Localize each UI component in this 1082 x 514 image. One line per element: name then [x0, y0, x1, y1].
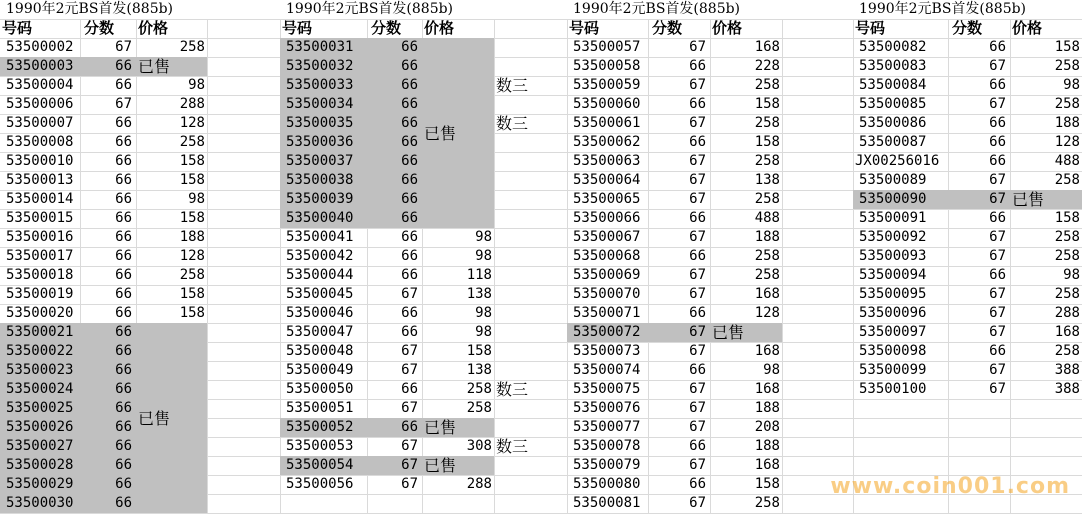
- price: 258: [1054, 248, 1080, 264]
- price: 98: [475, 324, 492, 340]
- serial-number: 53500056: [286, 476, 354, 492]
- grade-score: 66: [115, 419, 132, 435]
- serial-number: 53500031: [286, 39, 354, 55]
- grade-score: 67: [689, 324, 706, 340]
- price: 258: [1054, 96, 1080, 112]
- serial-number: 53500017: [6, 248, 74, 264]
- serial-number: 53500058: [573, 58, 641, 74]
- price: 98: [1063, 267, 1080, 283]
- serial-number: 53500066: [573, 210, 641, 226]
- price: 98: [188, 191, 205, 207]
- serial-number: 53500029: [6, 476, 74, 492]
- serial-number: 53500070: [573, 286, 641, 302]
- grade-score: 66: [989, 77, 1006, 93]
- serial-number: 53500028: [6, 457, 74, 473]
- grade-score: 66: [401, 115, 418, 131]
- price: 488: [754, 210, 780, 226]
- grade-score: 67: [689, 400, 706, 416]
- grade-score: 67: [115, 39, 132, 55]
- price: 188: [754, 438, 780, 454]
- price: 188: [1054, 115, 1080, 131]
- price: 168: [754, 286, 780, 302]
- price: 258: [754, 115, 780, 131]
- serial-number: 53500034: [286, 96, 354, 112]
- price: 168: [754, 381, 780, 397]
- serial-number: 53500039: [286, 191, 354, 207]
- grade-score: 67: [689, 419, 706, 435]
- grade-score: 67: [401, 457, 418, 473]
- price: 168: [754, 343, 780, 359]
- grade-score: 66: [115, 343, 132, 359]
- price: 168: [754, 457, 780, 473]
- grade-score: 66: [115, 324, 132, 340]
- grade-score: 66: [401, 153, 418, 169]
- grade-score: 66: [401, 210, 418, 226]
- price: 208: [754, 419, 780, 435]
- serial-number: 53500082: [859, 39, 927, 55]
- grade-score: 67: [401, 362, 418, 378]
- grade-score: 66: [401, 267, 418, 283]
- serial-number: 53500089: [859, 172, 927, 188]
- grade-score: 66: [115, 438, 132, 454]
- serial-number: 53500032: [286, 58, 354, 74]
- serial-number: 53500075: [573, 381, 641, 397]
- column-header: 分数: [652, 19, 683, 37]
- grade-score: 66: [689, 476, 706, 492]
- serial-number: 53500091: [859, 210, 927, 226]
- column-header: 分数: [371, 19, 402, 37]
- grade-score: 66: [689, 248, 706, 264]
- grade-score: 66: [401, 134, 418, 150]
- serial-number: 53500052: [286, 419, 354, 435]
- column-header: 号码: [282, 19, 313, 37]
- note-label: 数三: [496, 380, 529, 399]
- price: 258: [754, 191, 780, 207]
- price: 258: [179, 39, 205, 55]
- price: 258: [1054, 172, 1080, 188]
- price: 158: [179, 286, 205, 302]
- sold-label: 已售: [138, 408, 171, 428]
- grade-score: 67: [989, 172, 1006, 188]
- grade-score: 66: [401, 58, 418, 74]
- grade-score: 66: [989, 115, 1006, 131]
- price: 98: [188, 77, 205, 93]
- grade-score: 67: [689, 286, 706, 302]
- serial-number: 53500044: [286, 267, 354, 283]
- serial-number: 53500016: [6, 229, 74, 245]
- grade-score: 66: [401, 419, 418, 435]
- serial-number: 53500030: [6, 495, 74, 511]
- price: 258: [1054, 286, 1080, 302]
- grade-score: 66: [115, 191, 132, 207]
- serial-number: 53500042: [286, 248, 354, 264]
- price: 258: [754, 248, 780, 264]
- serial-number: 53500077: [573, 419, 641, 435]
- price: 168: [754, 39, 780, 55]
- price: 158: [179, 305, 205, 321]
- price: 98: [475, 248, 492, 264]
- block-title: 1990年2元BS首发(885b): [859, 1, 1027, 17]
- grade-score: 66: [115, 305, 132, 321]
- serial-number: 53500008: [6, 134, 74, 150]
- serial-number: 53500080: [573, 476, 641, 492]
- serial-number: 53500015: [6, 210, 74, 226]
- grade-score: 67: [401, 438, 418, 454]
- serial-number: 53500021: [6, 324, 74, 340]
- price: 258: [1054, 229, 1080, 245]
- serial-number: 53500071: [573, 305, 641, 321]
- price: 128: [1054, 134, 1080, 150]
- column-header: 号码: [569, 19, 600, 37]
- price: 258: [754, 267, 780, 283]
- serial-number: 53500053: [286, 438, 354, 454]
- serial-number: 53500064: [573, 172, 641, 188]
- serial-number: 53500051: [286, 400, 354, 416]
- grid-line-vertical: [207, 19, 208, 513]
- serial-number: 53500087: [859, 134, 927, 150]
- grade-score: 66: [115, 286, 132, 302]
- note-label: 数三: [496, 114, 529, 133]
- price: 288: [179, 96, 205, 112]
- grade-score: 67: [115, 96, 132, 112]
- price: 288: [1054, 305, 1080, 321]
- sold-label: 已售: [424, 418, 457, 437]
- serial-number: 53500038: [286, 172, 354, 188]
- serial-number: 53500004: [6, 77, 74, 93]
- serial-number: 53500036: [286, 134, 354, 150]
- block-title: 1990年2元BS首发(885b): [6, 1, 174, 17]
- serial-number: 53500072: [573, 324, 641, 340]
- serial-number: 53500086: [859, 115, 927, 131]
- price: 158: [1054, 210, 1080, 226]
- serial-number: 53500096: [859, 305, 927, 321]
- watermark-text: www.coin001.com: [830, 474, 1070, 499]
- price: 158: [754, 96, 780, 112]
- serial-number: 53500033: [286, 77, 354, 93]
- grade-score: 67: [689, 381, 706, 397]
- serial-number: 53500094: [859, 267, 927, 283]
- grade-score: 67: [401, 286, 418, 302]
- serial-number: 53500100: [859, 381, 927, 397]
- price: 158: [754, 476, 780, 492]
- grade-score: 67: [989, 191, 1006, 207]
- grade-score: 66: [989, 343, 1006, 359]
- grade-score: 67: [689, 77, 706, 93]
- grade-score: 67: [689, 191, 706, 207]
- grade-score: 67: [989, 362, 1006, 378]
- serial-number: 53500018: [6, 267, 74, 283]
- serial-number: 53500062: [573, 134, 641, 150]
- price: 258: [179, 267, 205, 283]
- price: 188: [754, 400, 780, 416]
- grade-score: 67: [689, 115, 706, 131]
- serial-number: 53500041: [286, 229, 354, 245]
- grid-line-vertical: [494, 19, 495, 513]
- serial-number: JX00256016: [855, 153, 940, 169]
- grade-score: 67: [689, 229, 706, 245]
- serial-number: 53500065: [573, 191, 641, 207]
- price: 258: [754, 77, 780, 93]
- serial-number: 53500057: [573, 39, 641, 55]
- price: 258: [179, 134, 205, 150]
- serial-number: 53500002: [6, 39, 74, 55]
- price: 188: [754, 229, 780, 245]
- serial-number: 53500003: [6, 58, 74, 74]
- price: 288: [466, 476, 492, 492]
- grade-score: 66: [689, 362, 706, 378]
- price: 128: [179, 248, 205, 264]
- serial-number: 53500013: [6, 172, 74, 188]
- serial-number: 53500047: [286, 324, 354, 340]
- price: 98: [475, 229, 492, 245]
- serial-number: 53500084: [859, 77, 927, 93]
- price: 118: [466, 267, 492, 283]
- serial-number: 53500098: [859, 343, 927, 359]
- price: 388: [1054, 362, 1080, 378]
- serial-number: 53500040: [286, 210, 354, 226]
- serial-number: 53500079: [573, 457, 641, 473]
- grade-score: 66: [401, 172, 418, 188]
- sold-label: 已售: [424, 123, 457, 143]
- serial-number: 53500024: [6, 381, 74, 397]
- grade-score: 66: [115, 267, 132, 283]
- block-title: 1990年2元BS首发(885b): [286, 1, 454, 17]
- grade-score: 66: [115, 77, 132, 93]
- serial-number: 53500046: [286, 305, 354, 321]
- price: 258: [1054, 343, 1080, 359]
- grade-score: 66: [115, 153, 132, 169]
- grade-score: 66: [689, 96, 706, 112]
- grade-score: 67: [689, 172, 706, 188]
- sold-label: 已售: [1012, 190, 1045, 209]
- grade-score: 67: [989, 305, 1006, 321]
- serial-number: 53500045: [286, 286, 354, 302]
- grade-score: 66: [401, 96, 418, 112]
- price: 158: [179, 172, 205, 188]
- price: 158: [466, 343, 492, 359]
- serial-number: 53500019: [6, 286, 74, 302]
- grade-score: 67: [401, 343, 418, 359]
- column-header: 价格: [1012, 19, 1043, 37]
- grade-score: 66: [115, 476, 132, 492]
- grade-score: 66: [989, 134, 1006, 150]
- grade-score: 67: [989, 248, 1006, 264]
- grade-score: 67: [989, 58, 1006, 74]
- sold-label: 已售: [712, 323, 745, 342]
- price: 388: [1054, 381, 1080, 397]
- grade-score: 66: [689, 438, 706, 454]
- grade-score: 66: [989, 39, 1006, 55]
- serial-number: 53500050: [286, 381, 354, 397]
- serial-number: 53500023: [6, 362, 74, 378]
- sold-label: 已售: [138, 57, 171, 76]
- serial-number: 53500026: [6, 419, 74, 435]
- sold-label: 已售: [424, 456, 457, 475]
- serial-number: 53500061: [573, 115, 641, 131]
- grade-score: 67: [689, 153, 706, 169]
- grid-line-vertical: [782, 19, 783, 513]
- serial-number: 53500027: [6, 438, 74, 454]
- serial-number: 53500073: [573, 343, 641, 359]
- grade-score: 66: [115, 381, 132, 397]
- serial-number: 53500090: [859, 191, 927, 207]
- serial-number: 53500092: [859, 229, 927, 245]
- grade-score: 66: [115, 172, 132, 188]
- grid-line-vertical: [853, 19, 854, 513]
- grade-score: 66: [115, 248, 132, 264]
- grade-score: 66: [989, 210, 1006, 226]
- grade-score: 67: [989, 381, 1006, 397]
- grade-score: 66: [115, 115, 132, 131]
- column-header: 号码: [2, 19, 33, 37]
- grade-score: 66: [689, 305, 706, 321]
- grade-score: 67: [989, 286, 1006, 302]
- serial-number: 53500069: [573, 267, 641, 283]
- price: 258: [1054, 58, 1080, 74]
- serial-number: 53500020: [6, 305, 74, 321]
- grade-score: 66: [401, 248, 418, 264]
- grade-score: 67: [689, 39, 706, 55]
- grade-score: 66: [401, 324, 418, 340]
- serial-number: 53500049: [286, 362, 354, 378]
- price: 128: [754, 305, 780, 321]
- serial-number: 53500022: [6, 343, 74, 359]
- grade-score: 66: [401, 305, 418, 321]
- serial-number: 53500054: [286, 457, 354, 473]
- serial-number: 53500037: [286, 153, 354, 169]
- price: 98: [475, 305, 492, 321]
- column-header: 分数: [952, 19, 983, 37]
- serial-number: 53500074: [573, 362, 641, 378]
- grade-score: 66: [115, 134, 132, 150]
- column-header: 价格: [138, 19, 169, 37]
- grade-score: 67: [989, 96, 1006, 112]
- serial-number: 53500010: [6, 153, 74, 169]
- serial-number: 53500081: [573, 495, 641, 511]
- grade-score: 66: [689, 58, 706, 74]
- price: 158: [179, 210, 205, 226]
- price: 258: [754, 495, 780, 511]
- column-header: 价格: [712, 19, 743, 37]
- serial-number: 53500099: [859, 362, 927, 378]
- price: 98: [763, 362, 780, 378]
- grid-line-vertical: [567, 19, 568, 513]
- price: 228: [754, 58, 780, 74]
- note-label: 数三: [496, 76, 529, 95]
- column-header: 价格: [424, 19, 455, 37]
- serial-number: 53500035: [286, 115, 354, 131]
- price: 158: [179, 153, 205, 169]
- serial-number: 53500097: [859, 324, 927, 340]
- grade-score: 66: [115, 229, 132, 245]
- grade-score: 66: [401, 229, 418, 245]
- price: 308: [466, 438, 492, 454]
- grade-score: 66: [989, 153, 1006, 169]
- grade-score: 66: [115, 210, 132, 226]
- serial-number: 53500095: [859, 286, 927, 302]
- grade-score: 66: [989, 267, 1006, 283]
- grade-score: 66: [401, 381, 418, 397]
- grade-score: 67: [689, 457, 706, 473]
- serial-number: 53500007: [6, 115, 74, 131]
- serial-number: 53500014: [6, 191, 74, 207]
- grade-score: 66: [115, 362, 132, 378]
- price: 488: [1054, 153, 1080, 169]
- price: 128: [179, 115, 205, 131]
- serial-number: 53500025: [6, 400, 74, 416]
- price: 98: [1063, 77, 1080, 93]
- serial-number: 53500085: [859, 96, 927, 112]
- grade-score: 66: [115, 457, 132, 473]
- block-title: 1990年2元BS首发(885b): [573, 1, 741, 17]
- price: 138: [754, 172, 780, 188]
- serial-number: 53500006: [6, 96, 74, 112]
- serial-number: 53500059: [573, 77, 641, 93]
- serial-number: 53500083: [859, 58, 927, 74]
- grade-score: 67: [689, 267, 706, 283]
- price: 138: [466, 286, 492, 302]
- grade-score: 66: [401, 77, 418, 93]
- price: 258: [466, 400, 492, 416]
- price: 158: [1054, 39, 1080, 55]
- price: 158: [754, 134, 780, 150]
- price: 168: [1054, 324, 1080, 340]
- price: 138: [466, 362, 492, 378]
- column-header: 号码: [855, 19, 886, 37]
- serial-number: 53500078: [573, 438, 641, 454]
- grade-score: 66: [115, 400, 132, 416]
- grade-score: 67: [989, 229, 1006, 245]
- grade-score: 66: [689, 134, 706, 150]
- grade-score: 66: [401, 191, 418, 207]
- grade-score: 67: [401, 400, 418, 416]
- serial-number: 53500093: [859, 248, 927, 264]
- grade-score: 66: [401, 39, 418, 55]
- note-label: 数三: [496, 437, 529, 456]
- grade-score: 67: [989, 324, 1006, 340]
- serial-number: 53500063: [573, 153, 641, 169]
- serial-number: 53500048: [286, 343, 354, 359]
- grade-score: 66: [115, 58, 132, 74]
- grade-score: 66: [115, 495, 132, 511]
- serial-number: 53500060: [573, 96, 641, 112]
- serial-number: 53500076: [573, 400, 641, 416]
- price: 258: [754, 153, 780, 169]
- serial-number: 53500067: [573, 229, 641, 245]
- grade-score: 67: [689, 495, 706, 511]
- grade-score: 67: [401, 476, 418, 492]
- grade-score: 67: [689, 343, 706, 359]
- serial-number: 53500068: [573, 248, 641, 264]
- price: 188: [179, 229, 205, 245]
- column-header: 分数: [84, 19, 115, 37]
- grade-score: 66: [689, 210, 706, 226]
- price: 258: [466, 381, 492, 397]
